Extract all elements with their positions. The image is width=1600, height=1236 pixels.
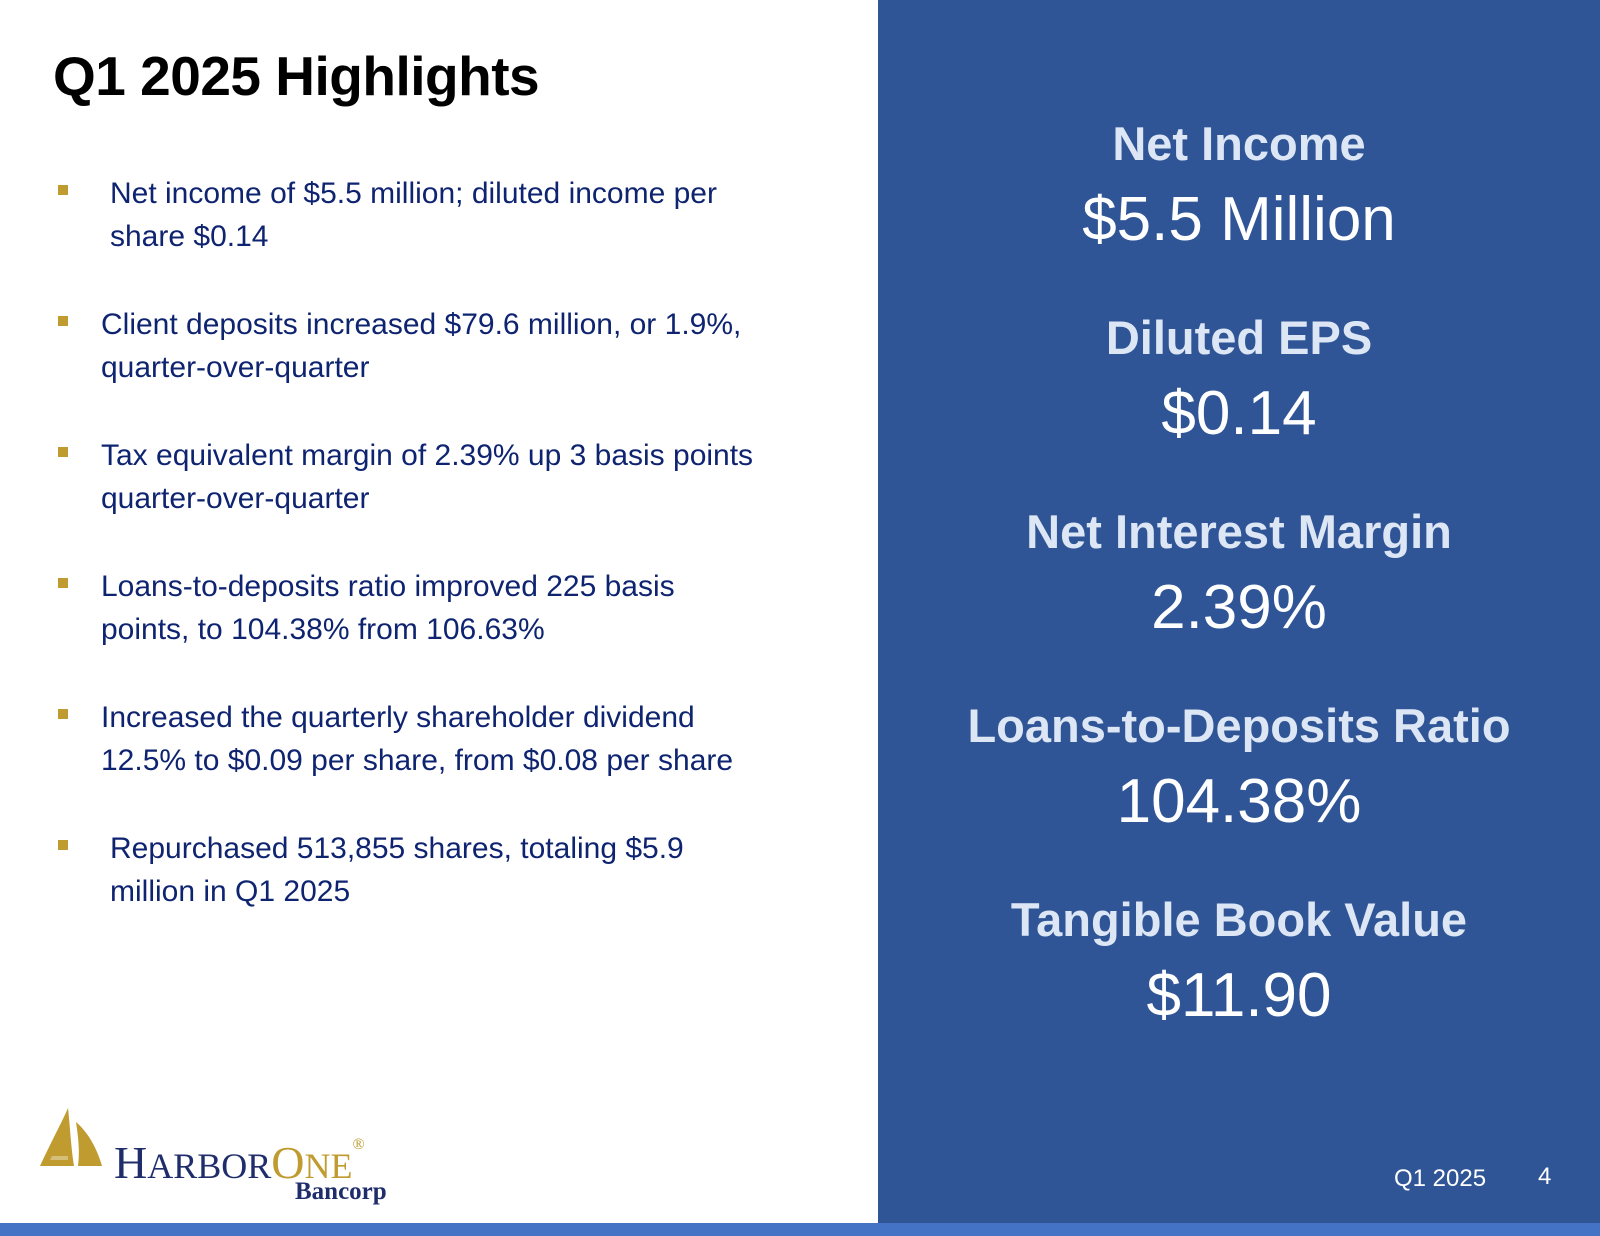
square-bullet-icon (58, 578, 68, 588)
square-bullet-icon (58, 840, 68, 850)
square-bullet-icon (58, 185, 68, 195)
highlight-line: million in Q1 2025 (110, 875, 351, 908)
registered-mark: ® (352, 1136, 365, 1153)
metric-value-net-interest-margin: 2.39% (1151, 573, 1327, 642)
metric-label-loans-to-deposits: Loans-to-Deposits Ratio (967, 699, 1511, 752)
metric-label-tangible-book-value: Tangible Book Value (1010, 893, 1468, 946)
highlight-line: Client deposits increased $79.6 million, or 1.9%, (101, 308, 742, 341)
logo-name: HARBORONE (114, 1137, 353, 1188)
highlight-line: Repurchased 513,855 shares, totaling $5.9 (110, 832, 684, 865)
bottom-accent-bar (0, 1223, 1600, 1236)
company-logo (38, 1106, 418, 1205)
metric-value-diluted-eps: $0.14 (1161, 379, 1317, 448)
square-bullet-icon (58, 316, 68, 326)
metric-value-loans-to-deposits: 104.38% (1116, 767, 1362, 836)
metric-value-tangible-book-value: $11.90 (1146, 961, 1332, 1030)
highlight-line: Increased the quarterly shareholder dividend (101, 701, 695, 734)
highlight-line: share $0.14 (110, 220, 269, 253)
square-bullet-icon (58, 709, 68, 719)
logo-subtitle: Bancorp (295, 1178, 387, 1205)
sail-logo-icon (38, 1106, 108, 1172)
slide-title: Q1 2025 Highlights (53, 45, 540, 107)
highlight-line: Tax equivalent margin of 2.39% up 3 basis points (101, 439, 754, 472)
highlight-line: points, to 104.38% from 106.63% (101, 613, 545, 646)
page-number: 4 (1538, 1163, 1552, 1190)
metric-label-net-income: Net Income (1112, 117, 1366, 170)
highlight-line: quarter-over-quarter (101, 351, 370, 384)
square-bullet-icon (58, 447, 68, 457)
highlight-line: Loans-to-deposits ratio improved 225 basis (101, 570, 675, 603)
highlight-line: quarter-over-quarter (101, 482, 370, 515)
metric-value-net-income: $5.5 Million (1082, 185, 1396, 254)
highlight-line: 12.5% to $0.09 per share, from $0.08 per share (101, 744, 734, 777)
highlight-line: Net income of $5.5 million; diluted income per (110, 177, 717, 210)
metric-label-diluted-eps: Diluted EPS (1105, 311, 1373, 364)
metric-label-net-interest-margin: Net Interest Margin (1026, 505, 1452, 558)
footer-date: Q1 2025 (1394, 1165, 1487, 1192)
